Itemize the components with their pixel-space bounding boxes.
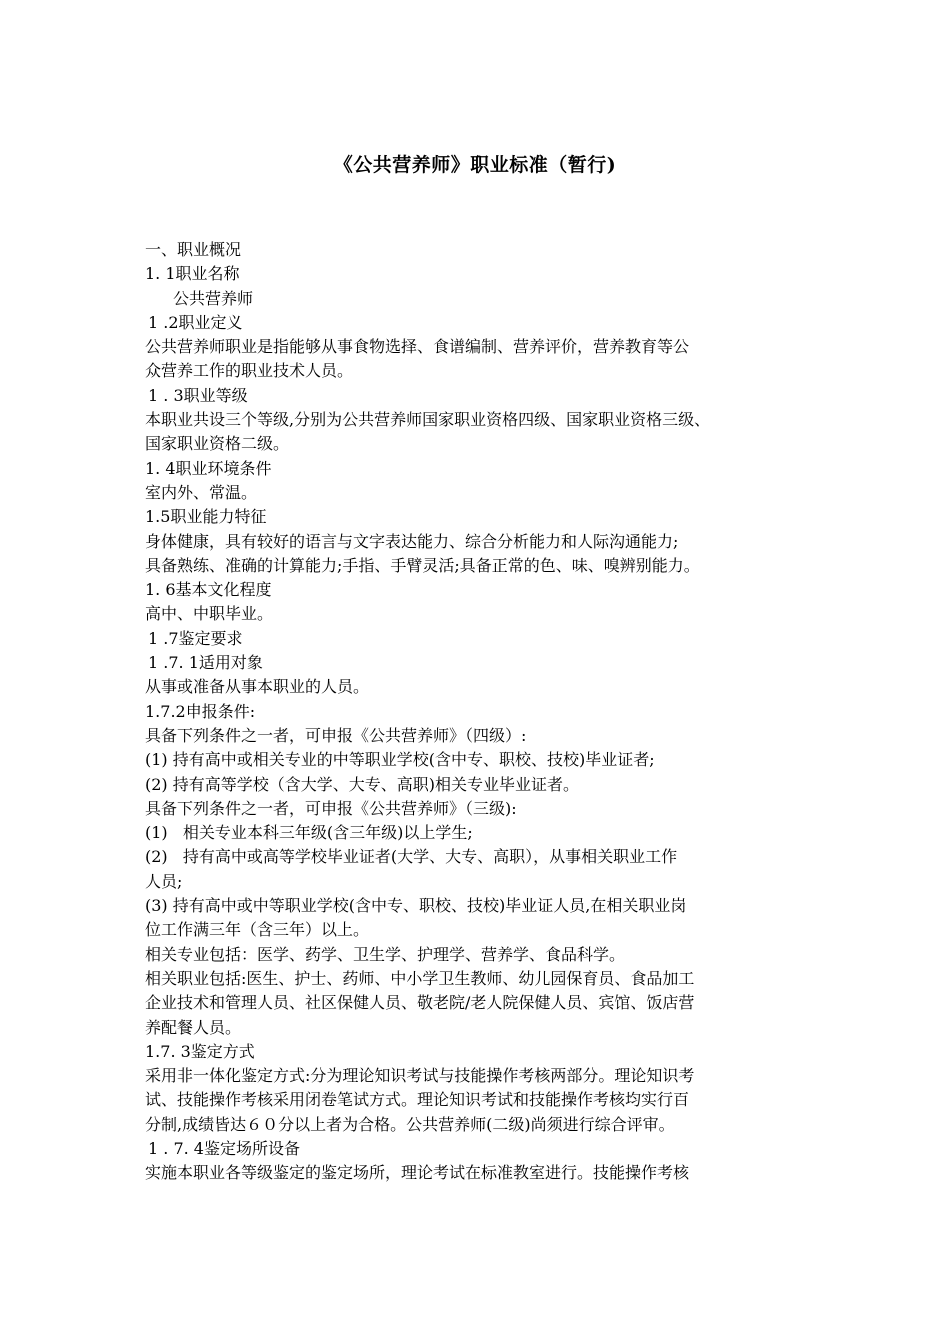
paragraph-line: 身体健康，具有较好的语言与文字表达能力、综合分析能力和人际沟通能力; (145, 531, 679, 551)
paragraph-line: 众营养工作的职业技术人员。 (145, 361, 354, 381)
list-item: (2) 持有高中或高等学校毕业证者(大学、大专、高职），从事相关职业工作 (145, 847, 678, 867)
paragraph-line: 从事或准备从事本职业的人员。 (145, 677, 370, 697)
paragraph-line: 高中、中职毕业。 (145, 604, 274, 624)
paragraph-line: 本职业共设三个等级,分别为公共营养师国家职业资格四级、国家职业资格三级、 (145, 410, 711, 430)
list-item: (3) 持有高中或中等职业学校(含中专、职校、技校)毕业证人员,在相关职业岗 (145, 896, 687, 916)
subsection-heading: 1 . 3职业等级 (148, 385, 248, 405)
document-title: 《公共营养师》职业标准（暂行) (333, 154, 617, 176)
paragraph-line: 采用非一体化鉴定方式:分为理论知识考试与技能操作考核两部分。理论知识考 (145, 1066, 695, 1086)
list-item: (1) 持有高中或相关专业的中等职业学校(含中专、职校、技校)毕业证者; (145, 750, 655, 770)
subsection-heading: 1.7. 3鉴定方式 (145, 1041, 255, 1061)
paragraph-line: 分制,成绩皆达６０分以上者为合格。公共营养师(二级)尚须进行综合评审。 (145, 1114, 675, 1134)
paragraph-line: 国家职业资格二级。 (145, 434, 290, 454)
paragraph-line: 试、技能操作考核采用闭卷笔试方式。理论知识考试和技能操作考核均实行百 (145, 1090, 690, 1110)
paragraph-line: 具备下列条件之一者，可申报《公共营养师》（三级): (145, 798, 517, 818)
subsection-heading: 1 .2职业定义 (148, 312, 243, 332)
paragraph-line: 室内外、常温。 (145, 482, 258, 502)
paragraph-line: 公共营养师职业是指能够从事食物选择、食谱编制、营养评价，营养教育等公 (145, 337, 690, 357)
subsection-heading: 1.7.2申报条件: (145, 701, 256, 721)
paragraph-line: 人员; (145, 871, 183, 891)
list-item: (2) 持有高等学校（含大学、大专、高职)相关专业毕业证者。 (145, 774, 579, 794)
paragraph-line: 企业技术和管理人员、社区保健人员、敬老院/老人院保健人员、宾馆、饭店营 (145, 993, 695, 1013)
document-body (145, 238, 835, 1186)
paragraph-line: 位工作满三年（含三年）以上。 (145, 920, 370, 940)
subsection-heading: 1. 1职业名称 (145, 264, 240, 284)
subsection-heading: 1 .7鉴定要求 (148, 628, 243, 648)
paragraph-line: 相关专业包括：医学、药学、卫生学、护理学、营养学、食品科学。 (145, 944, 626, 964)
subsection-heading: 1 . 7. 4鉴定场所设备 (148, 1138, 300, 1158)
subsection-heading: 1.5职业能力特征 (145, 507, 267, 527)
paragraph-line: 养配餐人员。 (145, 1017, 242, 1037)
paragraph-line: 实施本职业各等级鉴定的鉴定场所，理论考试在标准教室进行。技能操作考核 (145, 1163, 690, 1183)
paragraph-line: 具备下列条件之一者，可申报《公共营养师》（四级）: (145, 725, 527, 745)
section-heading: 一、职业概况 (145, 240, 242, 259)
subsection-heading: 1. 4职业环境条件 (145, 458, 272, 478)
paragraph-line: 具备熟练、准确的计算能力;手指、手臂灵活;具备正常的色、味、嗅辨别能力。 (145, 555, 700, 575)
list-item: (1) 相关专业本科三年级(含三年级)以上学生; (145, 823, 473, 843)
paragraph-line: 公共营养师 (173, 288, 254, 308)
subsection-heading: 1 .7. 1适用对象 (148, 653, 263, 673)
paragraph-line: 相关职业包括:医生、护士、药师、中小学卫生教师、幼儿园保育员、食品加工 (145, 968, 695, 988)
subsection-heading: 1. 6基本文化程度 (145, 580, 272, 600)
